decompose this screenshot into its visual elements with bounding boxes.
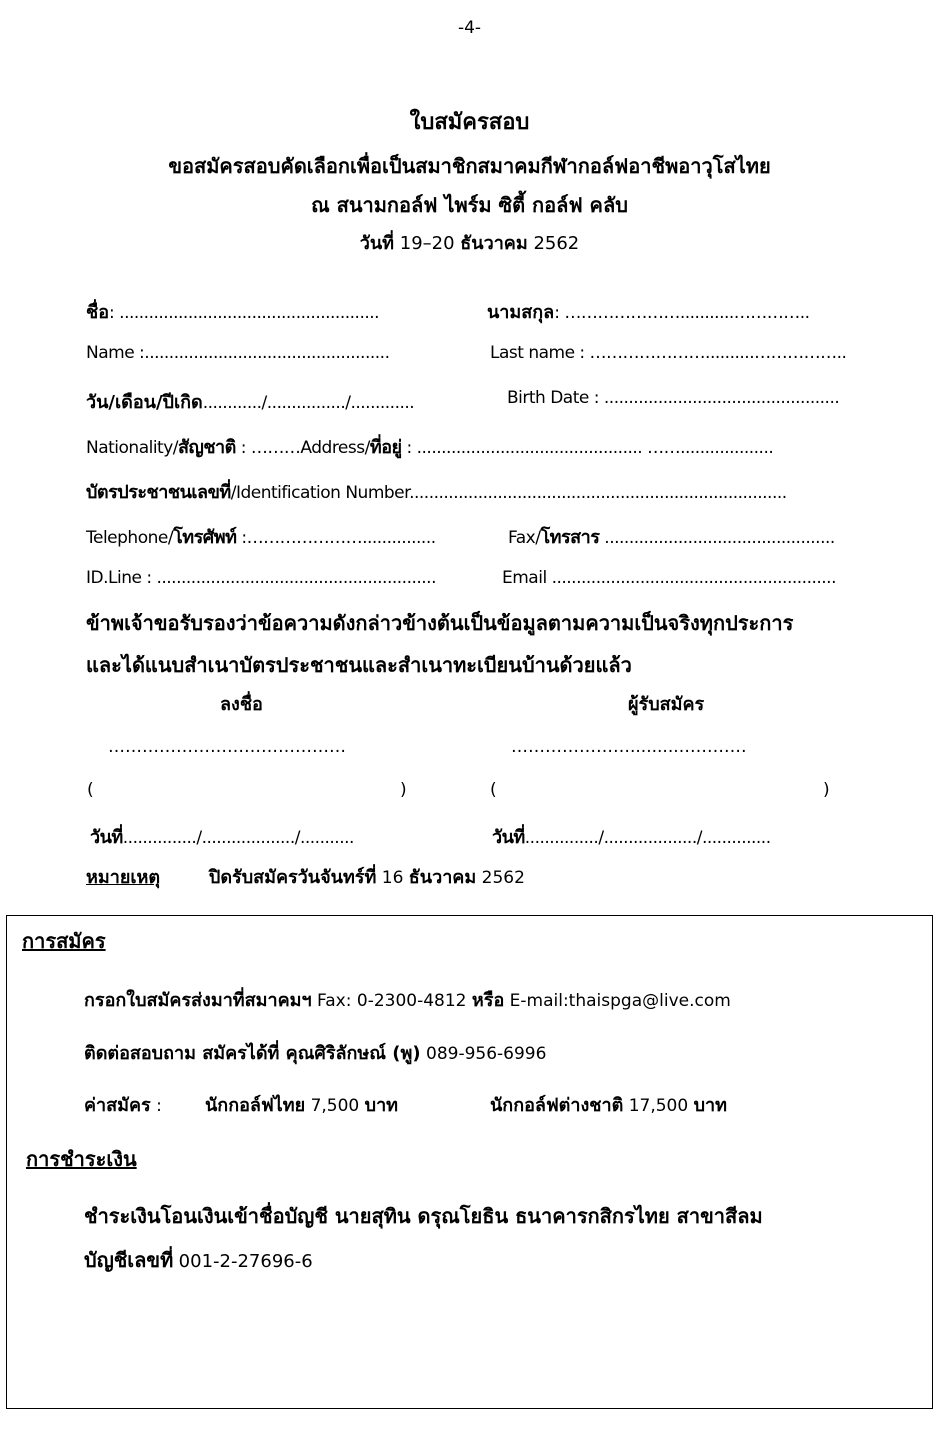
declaration-line-2: และได้แนบสำเนาบัตรประชาชนและสำเนาทะเบียนบ้านด้วยแล้ว [86, 653, 632, 677]
sign-label: ลงชื่อ [220, 694, 263, 715]
id-number-field[interactable] [86, 477, 787, 506]
fax-label-th: โทรสาร [540, 527, 600, 548]
address-label-th: ที่อยู่ [369, 437, 402, 458]
applicant-date-field[interactable] [90, 822, 354, 851]
payment-account [84, 1244, 313, 1276]
form-title: ใบสมัครสอบ [409, 110, 530, 135]
line-id-field[interactable]: ID.Line : ......................................................... [86, 568, 436, 588]
fee-foreign-label: นักกอล์ฟต่างชาติ [490, 1095, 624, 1116]
nationality-label-th: สัญชาติ [178, 437, 236, 458]
id-label-en: /Identification Number............................................................................. [230, 483, 787, 503]
applicant-name-paren-close: ) [400, 780, 407, 800]
header-date-year: 2562 [533, 233, 580, 254]
page-number: -4- [457, 18, 482, 38]
fee-foreign [490, 1090, 727, 1119]
application-or: หรือ [471, 990, 505, 1011]
fee-thai [205, 1090, 398, 1119]
nationality-label-en: Nationality/ [86, 438, 179, 458]
contact-text: ติดต่อสอบถาม สมัครได้ที่ คุณศิริลักษณ์ (พู) [84, 1043, 421, 1064]
receiver-date-fill: .............../.................../.............. [524, 828, 771, 848]
fee-thai-currency: บาท [364, 1095, 399, 1116]
birth-date-field[interactable]: Birth Date : ................................................ [507, 388, 840, 408]
nationality-fill: : ……… [235, 438, 301, 458]
contact-phone: 089-956-6996 [426, 1044, 547, 1064]
application-fax: Fax: 0-2300-4812 [317, 991, 467, 1011]
header-date-label: วันที่ [359, 233, 395, 254]
applicant-signature-line[interactable]: …………………………………… [108, 737, 346, 757]
note-row [86, 862, 525, 891]
receiver-date-label: วันที่ [492, 827, 525, 848]
dob-label: วัน/เดือน/ปีเกิด [86, 392, 203, 413]
dob-th-field[interactable] [86, 387, 414, 416]
receiver-date-field[interactable] [492, 822, 771, 851]
nationality-address-row[interactable] [86, 432, 773, 461]
header-date-month: ธันวาคม [460, 233, 528, 254]
name-th-label: ชื่อ [86, 302, 110, 323]
header-line-2: ณ สนามกอล์ฟ ไพร์ม ซิตี้ กอล์ฟ คลับ [311, 193, 628, 217]
receiver-label: ผู้รับสมัคร [628, 694, 705, 715]
fax-fill: ............................................... [599, 528, 835, 548]
name-th-fill: : ..................................................... [109, 303, 380, 323]
fax-field[interactable] [508, 522, 835, 551]
email-field[interactable]: Email .......................................................... [502, 568, 836, 588]
payment-line-1: ชำระเงินโอนเงินเข้าชื่อบัญชี นายสุทิน ดรุณโยธิน ธนาคารกสิกรไทย สาขาสีลม [84, 1204, 763, 1228]
receiver-name-paren-close: ) [823, 780, 830, 800]
dob-fill: ............/................/............. [202, 393, 415, 413]
application-heading: การสมัคร [22, 929, 106, 953]
note-year: 2562 [481, 868, 525, 888]
applicant-name-paren-open: ( [87, 780, 94, 800]
surname-th-fill: : …………………...........………….. [554, 303, 810, 323]
fee-foreign-amount: 17,500 [628, 1096, 689, 1116]
fax-label-en: Fax/ [508, 528, 541, 548]
header-date-value: 19–20 [399, 233, 455, 254]
payment-heading: การชำระเงิน [26, 1147, 137, 1171]
tel-label-th: โทรศัพท์ [173, 527, 237, 548]
surname-th-field[interactable] [487, 297, 810, 326]
surname-th-label: นามสกุล [487, 302, 555, 323]
id-label-th: บัตรประชาชนเลขที่ [86, 482, 231, 503]
application-line-1 [84, 985, 731, 1014]
application-line-2 [84, 1038, 546, 1067]
fee-thai-amount: 7,500 [310, 1096, 360, 1116]
tel-fill: :…………………............... [236, 528, 436, 548]
telephone-field[interactable] [86, 522, 436, 551]
receiver-name-paren-open: ( [490, 780, 497, 800]
fee-thai-label: นักกอล์ฟไทย [205, 1095, 306, 1116]
note-month: ธันวาคม [408, 867, 477, 888]
name-th-field[interactable] [86, 297, 379, 326]
applicant-date-fill: .............../.................../........... [122, 828, 354, 848]
fee-label: ค่าสมัคร [84, 1095, 151, 1116]
applicant-date-label: วันที่ [90, 827, 123, 848]
application-email[interactable]: E-mail:thaispga@live.com [509, 991, 731, 1011]
header-line-1: ขอสมัครสอบคัดเลือกเพื่อเป็นสมาชิกสมาคมกีฬากอล์ฟอาชีพอาวุโสไทย [168, 154, 771, 178]
address-fill: : .............................................. ……................... [401, 438, 774, 458]
address-label-en: Address/ [300, 438, 370, 458]
lastname-en-field[interactable]: Last name : …………………..........…………….. [490, 343, 847, 363]
account-number: 001-2-27696-6 [178, 1251, 313, 1272]
account-label: บัญชีเลขที่ [84, 1248, 174, 1272]
note-day: 16 [381, 868, 404, 888]
fee-row [84, 1090, 162, 1119]
receiver-signature-line[interactable]: ………………….........………… [511, 737, 747, 757]
name-en-field[interactable]: Name :.................................................. [86, 343, 390, 363]
note-label: หมายเหตุ [86, 867, 161, 888]
declaration-line-1: ข้าพเจ้าขอรับรองว่าข้อความดังกล่าวข้างต้นเป็นข้อมูลตามความเป็นจริงทุกประการ [86, 611, 794, 635]
note-text: ปิดรับสมัครวันจันทร์ที่ [208, 867, 377, 888]
fee-colon: : [156, 1096, 162, 1116]
fee-foreign-currency: บาท [693, 1095, 727, 1116]
application-send-text: กรอกใบสมัครส่งมาที่สมาคมฯ [84, 990, 312, 1011]
header-date [0, 228, 939, 257]
tel-label-en: Telephone/ [86, 528, 174, 548]
